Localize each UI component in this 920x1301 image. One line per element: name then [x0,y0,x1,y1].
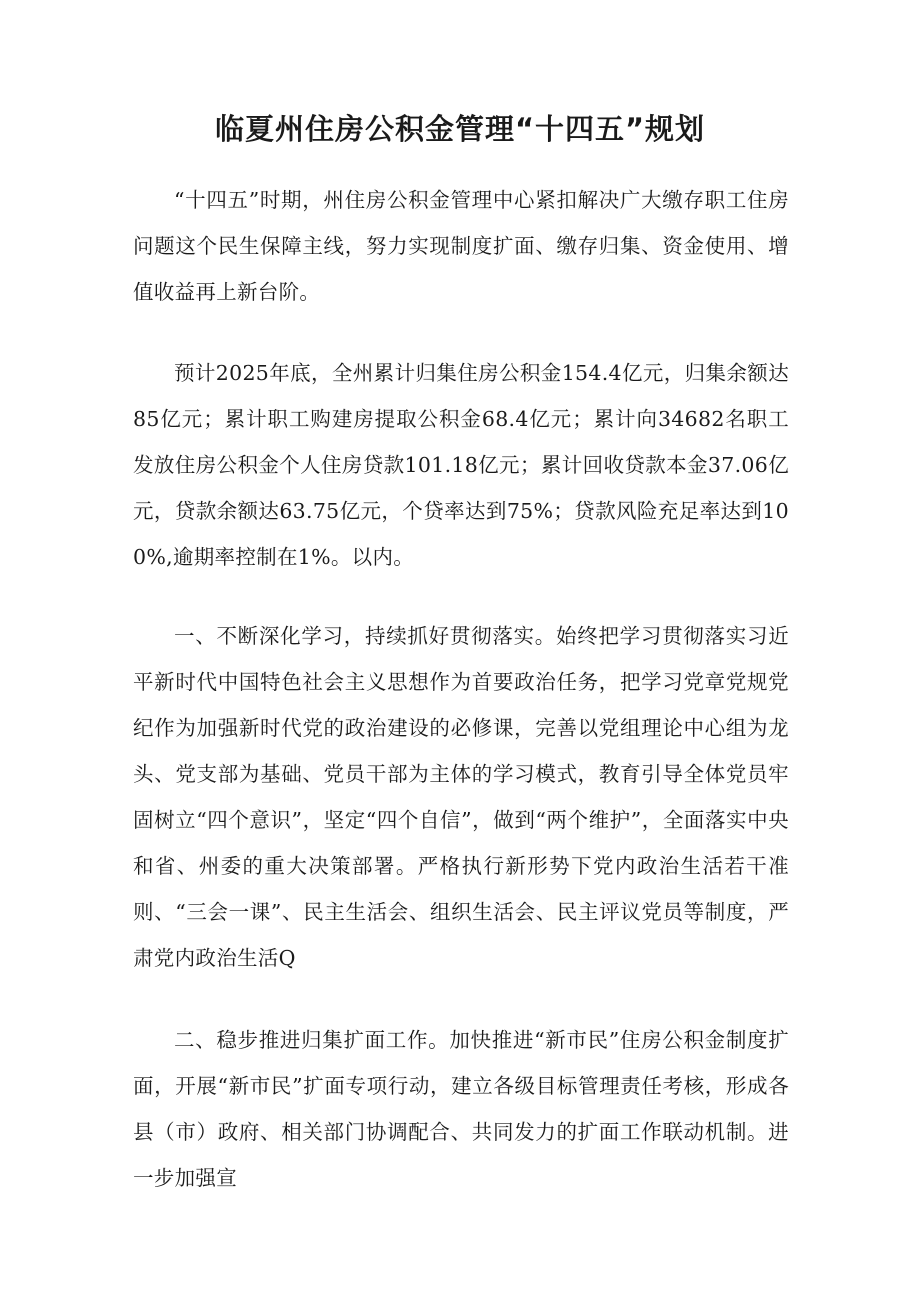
paragraph-section-two: 二、稳步推进归集扩面工作。加快推进“新市民”住房公积金制度扩面，开展“新市民”扩面专项行动，建立各级目标管理责任考核，形成各县（市）政府、相关部门协调配合、共同发力的扩面工作联动机制。进一步加强宣 [133,1028,789,1190]
document-title: 临夏州住房公积金管理“十四五”规划 [214,112,706,146]
paragraph-section-one: 一、不断深化学习，持续抓好贯彻落实。始终把学习贯彻落实习近平新时代中国特色社会主义思想作为首要政治任务，把学习党章党规党纪作为加强新时代党的政治建设的必修课，完善以党组理论中心组为龙头、党支部为基础、党员干部为主体的学习模式，教育引导全体党员牢固树立“四个意识”，坚定“四个自信”，做到“两个维护”，全面落实中央和省、州委的重大决策部署。严格执行新形势下党内政治生活若干准则、“三会一课”、民主生活会、组织生活会、民主评议党员等制度，严肃党内政治生活Q [133,624,789,970]
paragraph-intro: “十四五”时期，州住房公积金管理中心紧扣解决广大缴存职工住房问题这个民生保障主线，努力实现制度扩面、缴存归集、资金使用、增值收益再上新台阶。 [133,188,789,304]
paragraph-targets: 预计2025年底，全州累计归集住房公积金154.4亿元，归集余额达85亿元；累计职工购建房提取公积金68.4亿元；累计向34682名职工发放住房公积金个人住房贷款101.18亿元；累计回收贷款本金37.06亿元，贷款余额达63.75亿元，个贷率达到75%；贷款风险充足率达到100%,逾期率控制在1%。以内。 [133,361,789,569]
